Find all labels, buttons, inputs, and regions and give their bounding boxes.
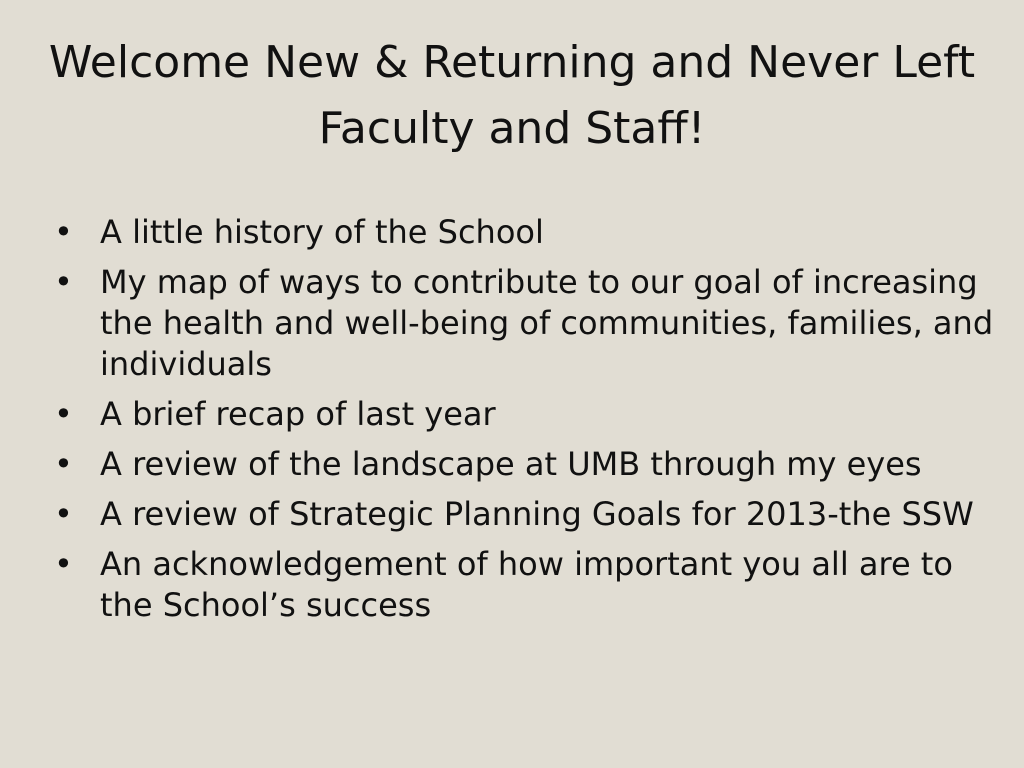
bullet-icon: • bbox=[54, 263, 73, 301]
bullet-item bbox=[54, 394, 994, 435]
bullet-text: A brief recap of last year bbox=[100, 395, 496, 433]
bullet-item bbox=[54, 212, 994, 253]
bullet-item bbox=[54, 444, 994, 485]
bullet-text: A little history of the School bbox=[100, 213, 544, 251]
bullet-list bbox=[54, 212, 994, 635]
bullet-text: A review of Strategic Planning Goals for 2013-the SSW bbox=[100, 495, 974, 533]
slide-title: Welcome New & Returning and Never Left Faculty and Staff! bbox=[48, 37, 976, 154]
bullet-icon: • bbox=[54, 213, 73, 251]
bullet-text: A review of the landscape at UMB through my eyes bbox=[100, 445, 922, 483]
bullet-icon: • bbox=[54, 495, 73, 533]
bullet-icon: • bbox=[54, 445, 73, 483]
bullet-item bbox=[54, 262, 994, 385]
bullet-text: My map of ways to contribute to our goal of increasing the health and well-being of communities, families, and individuals bbox=[100, 263, 994, 383]
bullet-item bbox=[54, 544, 994, 626]
bullet-text: An acknowledgement of how important you all are to the School’s success bbox=[100, 545, 953, 624]
bullet-icon: • bbox=[54, 395, 73, 433]
bullet-item bbox=[54, 494, 994, 535]
bullet-icon: • bbox=[54, 545, 73, 583]
